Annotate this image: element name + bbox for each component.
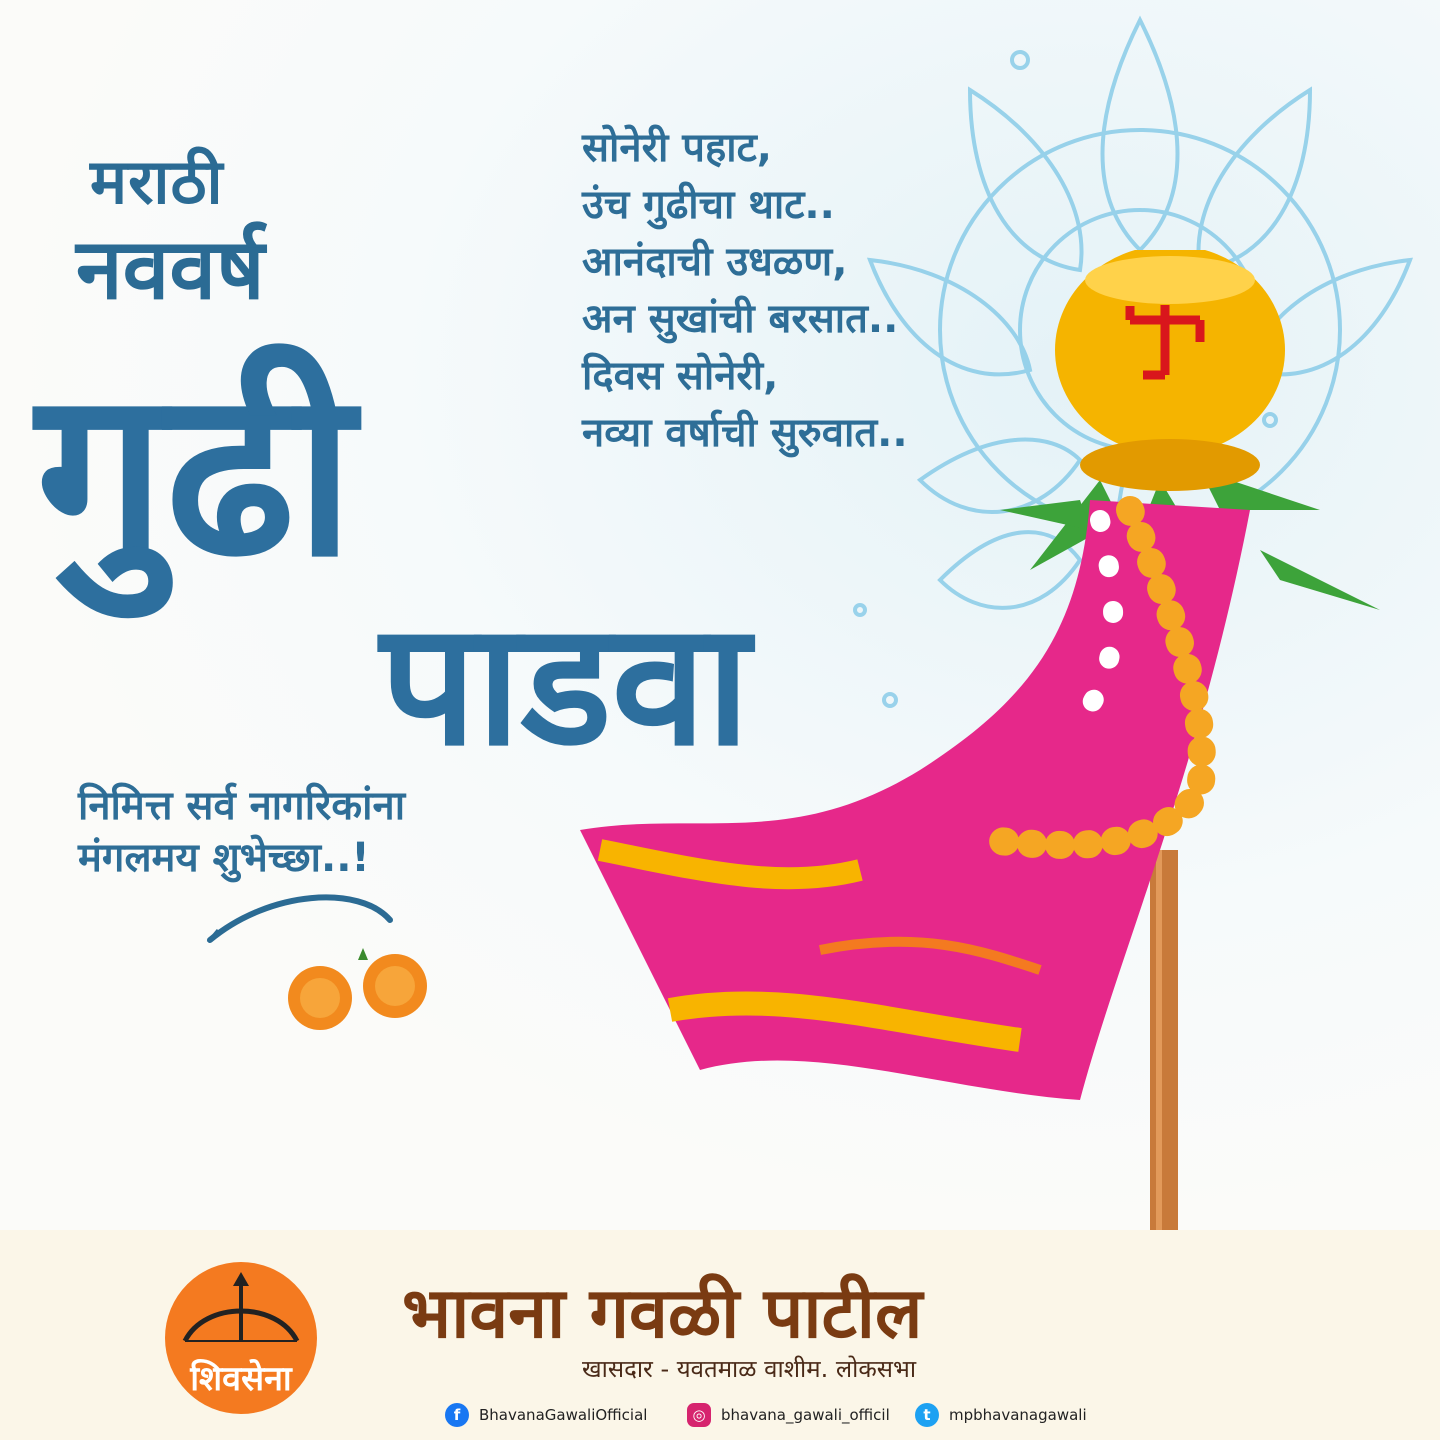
marathi-label: मराठी: [90, 145, 224, 218]
title-padwa: पाडवा: [380, 586, 751, 784]
gudhi-illustration: [560, 250, 1420, 1230]
designation: खासदार - यवतमाळ वाशीम. लोकसभा: [582, 1355, 917, 1383]
greeting-block: [78, 780, 405, 884]
navvarsh-label: नववर्ष: [76, 220, 265, 318]
facebook-link[interactable]: [445, 1398, 647, 1432]
twitter-icon: t: [915, 1403, 939, 1427]
twitter-link[interactable]: [915, 1398, 1087, 1432]
instagram-handle: bhavana_gawali_officil: [721, 1406, 890, 1424]
poem-line: सोनेरी पहाट,: [582, 125, 772, 171]
poem-line: आनंदाची उधळण,: [582, 239, 848, 285]
poem-line: अन सुखांची बरसात..: [582, 296, 899, 342]
twitter-handle: mpbhavanagawali: [949, 1406, 1087, 1424]
logo-label: शिवसेना: [190, 1359, 292, 1399]
shivsena-logo: [165, 1262, 317, 1414]
facebook-icon: f: [445, 1403, 469, 1427]
instagram-icon: ◎: [687, 1403, 711, 1427]
greeting-line-1: निमित्त सर्व नागरिकांना: [78, 783, 406, 829]
facebook-handle: BhavanaGawaliOfficial: [479, 1406, 648, 1424]
marigold-decoration: [200, 890, 460, 1030]
poem-line: उंच गुढीचा थाट..: [582, 182, 835, 228]
poem-line: नव्या वर्षाची सुरुवात..: [582, 410, 908, 456]
instagram-link[interactable]: [687, 1398, 890, 1432]
leader-name: भावना गवळी पाटील: [402, 1272, 923, 1354]
title-gudhi: गुढी: [36, 341, 355, 608]
bow-arrow-icon: [165, 1266, 317, 1356]
greeting-line-2: मंगलमय शुभेच्छा..!: [78, 835, 370, 881]
poem-line: दिवस सोनेरी,: [582, 353, 779, 399]
